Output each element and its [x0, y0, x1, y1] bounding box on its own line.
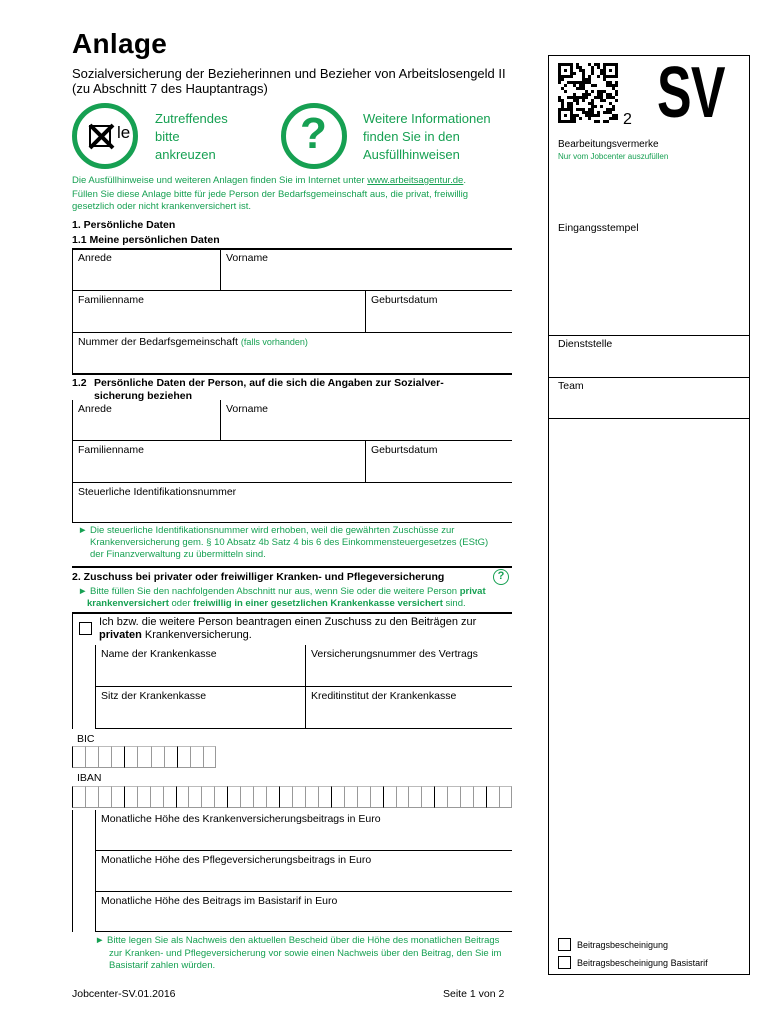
char-box[interactable]	[331, 786, 344, 808]
section-2-note-c: krankenversichert	[87, 598, 169, 609]
check-hint-text	[155, 110, 228, 164]
section-2-note-f: sind.	[442, 598, 466, 609]
char-box[interactable]	[486, 786, 499, 808]
char-box[interactable]	[98, 746, 111, 768]
section-1-heading: 1. Persönliche Daten	[72, 219, 176, 231]
info-hint-line-2: finden Sie in den	[363, 129, 460, 144]
vorname-label: Vorname	[226, 252, 269, 264]
section-2-heading: 2. Zuschuss bei privater oder freiwilliger Kranken- und Pflegeversicherung	[72, 571, 445, 583]
check-hint-line-1: Zutreffendes	[155, 111, 228, 126]
page-number: Seite 1 von 2	[443, 988, 505, 1000]
krankenkasse-sitz-label: Sitz der Krankenkasse	[101, 690, 207, 702]
krankenkasse-name-field[interactable]	[95, 645, 305, 687]
char-box[interactable]	[370, 786, 383, 808]
nachweis-note	[95, 935, 511, 973]
pv-beitrag-field[interactable]	[95, 851, 512, 892]
section-2-note-b: privat	[459, 586, 486, 597]
char-box[interactable]	[176, 786, 189, 808]
fill-instructions-line-1: Füllen Sie diese Anlage bitte für jede Person der Bedarfsgemeinschaft aus, die privat, freiwillig	[72, 189, 469, 200]
pv-beitrag-label: Monatliche Höhe des Pflegeversicherungsbeitrags in Euro	[101, 854, 372, 866]
bg-nummer-label	[78, 336, 308, 348]
info-question-icon[interactable]: ?	[493, 569, 509, 585]
anrede-label: Anrede	[78, 252, 112, 264]
bearbeitung-sublabel: Nur vom Jobcenter auszufüllen	[558, 152, 669, 161]
basistarif-field[interactable]	[95, 892, 512, 932]
char-box[interactable]	[240, 786, 253, 808]
char-box[interactable]	[434, 786, 447, 808]
kv-beitrag-field[interactable]	[95, 810, 512, 851]
char-box[interactable]	[164, 746, 177, 768]
vorname-2-label: Vorname	[226, 403, 269, 415]
form-id: Jobcenter-SV.01.2016	[72, 988, 176, 1000]
private-kv-line-1: Ich bzw. die weitere Person beantragen einen Zuschuss zu den Beiträgen zur	[99, 616, 477, 628]
internet-note	[72, 175, 466, 187]
cross-icon	[85, 120, 119, 154]
arrow-right-icon: ►	[95, 935, 105, 946]
krankenkasse-name-label: Name der Krankenkasse	[101, 648, 217, 660]
steuer-note-line-3: der Finanzverwaltung zu übermitteln sind.	[90, 549, 266, 560]
arbeitsagentur-link[interactable]: www.arbeitsagentur.de	[367, 175, 464, 186]
char-box[interactable]	[408, 786, 421, 808]
char-box[interactable]	[177, 746, 190, 768]
section-1-1-heading: 1.1 Meine persönlichen Daten	[72, 234, 220, 246]
anrede-2-field[interactable]	[72, 400, 220, 441]
section-2-note-e: freiwillig in einer gesetzlichen Krankenkasse versichert	[193, 598, 443, 609]
char-box[interactable]	[383, 786, 396, 808]
internet-note-suffix: .	[463, 175, 466, 186]
info-hint-text	[363, 110, 491, 164]
char-box[interactable]	[85, 786, 98, 808]
iban-label: IBAN	[77, 772, 102, 784]
indent-column	[72, 810, 95, 932]
kreditinstitut-label: Kreditinstitut der Krankenkasse	[311, 690, 457, 702]
section-1-2-line-2: sicherung beziehen	[94, 390, 193, 402]
indent-column	[72, 645, 95, 729]
office-use-panel	[548, 55, 750, 975]
char-box[interactable]	[460, 786, 473, 808]
page-title: Anlage	[72, 28, 168, 59]
bg-nummer-hint: (falls vorhanden)	[240, 337, 308, 347]
dienststelle-label: Dienststelle	[558, 338, 613, 350]
bearbeitung-section	[549, 56, 749, 336]
geburtsdatum-2-label: Geburtsdatum	[371, 444, 438, 456]
dienststelle-field[interactable]	[549, 335, 749, 378]
form-subtitle	[72, 66, 506, 96]
subtitle-line-2: (zu Abschnitt 7 des Hauptantrags)	[72, 81, 268, 96]
team-field[interactable]	[549, 377, 749, 419]
steuer-id-field[interactable]	[72, 483, 512, 523]
check-hint-line-3: ankreuzen	[155, 147, 216, 162]
krankenkasse-sitz-field[interactable]	[95, 687, 305, 729]
bic-input[interactable]	[72, 746, 216, 768]
char-box[interactable]	[473, 786, 486, 808]
info-hint-line-3: Ausfüllhinweisen	[363, 147, 460, 162]
char-box[interactable]	[253, 786, 266, 808]
char-box[interactable]	[421, 786, 434, 808]
char-box[interactable]	[150, 786, 163, 808]
fill-instructions	[72, 189, 510, 213]
char-box[interactable]	[111, 786, 124, 808]
divider	[72, 373, 512, 375]
private-kv-bold: privaten	[99, 629, 142, 641]
info-hint-line-1: Weitere Informationen	[363, 111, 491, 126]
char-box[interactable]	[227, 786, 240, 808]
char-box[interactable]	[190, 746, 203, 768]
char-box[interactable]	[447, 786, 460, 808]
section-1-2-number: 1.2	[72, 377, 87, 389]
char-box[interactable]	[98, 786, 111, 808]
internet-note-prefix: Die Ausfüllhinweise und weiteren Anlagen finden Sie im Internet unter	[72, 175, 368, 186]
bic-label: BIC	[77, 733, 95, 745]
char-box[interactable]	[163, 786, 176, 808]
versicherungsnummer-label: Versicherungsnummer des Vertrags	[311, 648, 478, 660]
check-hint-line-2: bitte	[155, 129, 180, 144]
kv-beitrag-label: Monatliche Höhe des Krankenversicherungsbeitrags in Euro	[101, 813, 381, 825]
char-box[interactable]	[85, 746, 98, 768]
divider	[72, 566, 512, 568]
bg-nummer-field[interactable]	[72, 333, 512, 374]
anrede-field[interactable]	[72, 249, 220, 291]
question-mark-icon: ?	[300, 109, 327, 158]
char-box[interactable]	[344, 786, 357, 808]
char-box[interactable]	[111, 746, 124, 768]
nachweis-line-2: zur Kranken- und Pflegeversicherung vor sowie einen Nachweis über den Beitrag, den Sie im	[109, 947, 502, 959]
char-box[interactable]	[292, 786, 305, 808]
char-box[interactable]	[124, 746, 137, 768]
steuer-id-label: Steuerliche Identifikationsnummer	[78, 486, 237, 498]
section-2-note-d: oder	[168, 598, 194, 609]
steuer-note-line-2: Krankenversicherung gem. § 10 Absatz 4b Satz 4 bis 6 des Einkommensteuergesetzes (EStG)	[90, 537, 489, 548]
kreditinstitut-field[interactable]	[305, 687, 512, 729]
familienname-2-field[interactable]	[72, 441, 365, 483]
char-box[interactable]	[266, 786, 279, 808]
char-box[interactable]	[214, 786, 227, 808]
question-hint-icon	[281, 103, 347, 169]
familienname-label: Familienname	[78, 294, 144, 306]
basistarif-label: Monatliche Höhe des Beitrags im Basistarif in Euro	[101, 895, 338, 907]
sv-badge: SV	[657, 53, 725, 133]
bg-nummer-text: Nummer der Bedarfsgemeinschaft	[78, 336, 238, 348]
section-1-2-line-1: Persönliche Daten der Person, auf die sich die Angaben zur Sozialver-	[94, 377, 444, 389]
char-box[interactable]	[318, 786, 331, 808]
char-box[interactable]	[201, 786, 214, 808]
section-2-note	[78, 586, 510, 610]
vorname-field[interactable]	[220, 249, 512, 291]
char-box[interactable]	[188, 786, 201, 808]
section-2-note-a: Bitte füllen Sie den nachfolgenden Abschnitt nur aus, wenn Sie oder die weitere Person	[90, 586, 460, 597]
nachweis-line-1: Bitte legen Sie als Nachweis den aktuellen Bescheid über die Höhe des monatlichen Beitrags	[107, 935, 500, 946]
checkmark-hint-icon	[72, 103, 138, 169]
bearbeitung-label: Bearbeitungsvermerke	[558, 139, 659, 150]
private-kv-label	[99, 616, 476, 642]
beitragsbescheinigung-checkbox[interactable]	[558, 938, 571, 951]
steuer-note-line-1: Die steuerliche Identifikationsnummer wird erhoben, weil die gewährten Zuschüsse zur	[90, 525, 455, 536]
geburtsdatum-2-field[interactable]	[365, 441, 512, 483]
char-box[interactable]	[137, 746, 150, 768]
team-label: Team	[558, 380, 584, 392]
char-box[interactable]	[305, 786, 318, 808]
vorname-2-field[interactable]	[220, 400, 512, 441]
char-box[interactable]	[72, 746, 85, 768]
char-box[interactable]	[72, 786, 85, 808]
char-box[interactable]	[396, 786, 409, 808]
char-box[interactable]	[137, 786, 150, 808]
nachweis-line-3: Basistarif zahlen würden.	[109, 960, 216, 971]
private-kv-rest: Krankenversicherung.	[141, 629, 252, 641]
arrow-right-icon: ►	[78, 525, 88, 536]
beitragsbescheinigung-label: Beitragsbescheinigung	[577, 940, 669, 950]
beitragsbescheinigung-basis-label: Beitragsbescheinigung Basistarif	[577, 958, 708, 968]
subtitle-line-1: Sozialversicherung der Bezieherinnen und Bezieher von Arbeitslosengeld II	[72, 66, 506, 81]
char-box[interactable]	[499, 786, 512, 808]
char-box[interactable]	[151, 746, 164, 768]
versicherungsnummer-field[interactable]	[305, 645, 512, 687]
geburtsdatum-field[interactable]	[365, 291, 512, 333]
familienname-field[interactable]	[72, 291, 365, 333]
arrow-right-icon: ►	[78, 586, 88, 597]
steuer-note	[78, 525, 510, 561]
iban-input[interactable]	[72, 786, 512, 808]
fill-instructions-line-2: gesetzlich oder nicht krankenversichert ist.	[72, 201, 251, 212]
char-box[interactable]	[203, 746, 216, 768]
familienname-2-label: Familienname	[78, 444, 144, 456]
eingangsstempel-label: Eingangsstempel	[558, 222, 639, 234]
geburtsdatum-label: Geburtsdatum	[371, 294, 438, 306]
beitragsbescheinigung-basis-checkbox[interactable]	[558, 956, 571, 969]
char-box[interactable]	[124, 786, 137, 808]
badge-number: 2	[623, 111, 632, 128]
anrede-2-label: Anrede	[78, 403, 112, 415]
check-icon-fragment: le	[117, 123, 131, 142]
char-box[interactable]	[357, 786, 370, 808]
char-box[interactable]	[279, 786, 292, 808]
